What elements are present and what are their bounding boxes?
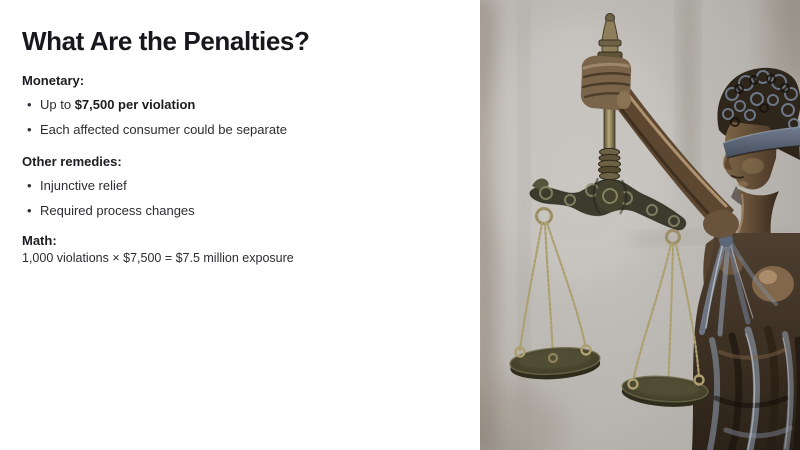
bullet-marker: • [27,202,32,218]
lady-justice-illustration [480,0,800,450]
bullet-text [40,97,450,113]
bullet-marker: • [27,97,32,113]
bullet-text: Required process changes [40,202,195,218]
math-line: 1,000 violations × $7,500 = $7.5 million exposure [22,251,294,266]
list-item [22,122,450,138]
bullet-text-prefix: Up to [40,97,75,113]
bullet-text: Injunctive relief [40,177,127,193]
list-item [22,97,450,113]
section-heading-other-remedies: Other remedies: [22,153,122,169]
bullet-marker: • [27,177,32,193]
list-item [22,178,450,194]
photo-vignette [480,0,800,450]
other-remedies-bullet-list [22,178,450,220]
monetary-bullet-list [22,97,450,139]
slide-title: What Are the Penalties? [22,26,310,56]
lady-justice-photo [480,0,800,450]
bullet-text: Each affected consumer could be separate [40,122,287,138]
bullet-text-bold: $7,500 per violation [74,97,196,113]
list-item [22,203,450,219]
bullet-marker: • [27,122,32,138]
section-heading-monetary: Monetary: [22,73,85,89]
section-heading-math: Math: [22,233,57,249]
